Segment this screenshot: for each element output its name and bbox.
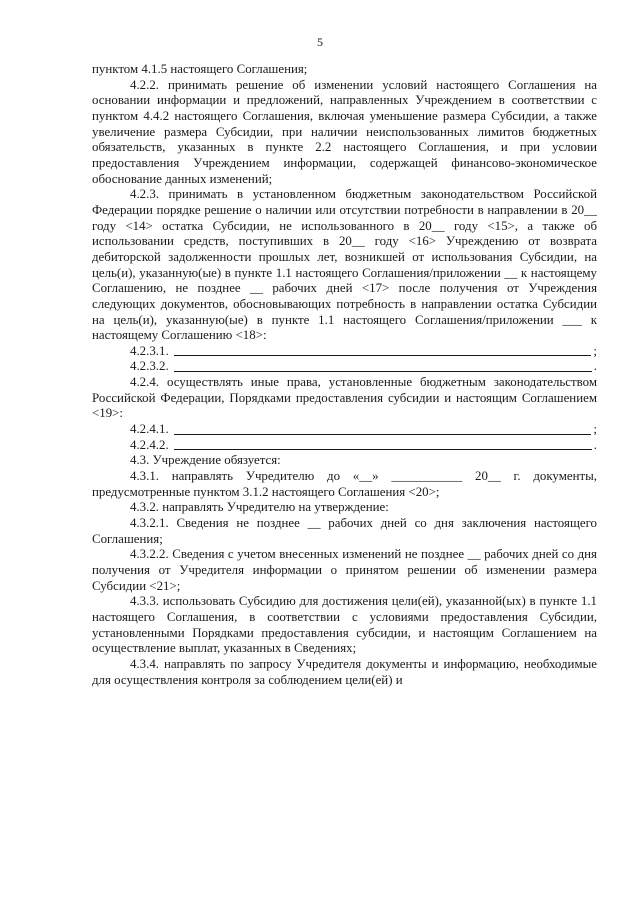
fill-label: 4.2.3.2. (130, 359, 172, 374)
document-body (92, 62, 597, 688)
blank-rule (174, 354, 592, 356)
fill-label: 4.2.3.1. (130, 343, 172, 358)
fill-end: . (593, 359, 597, 374)
clause-4-3-2-1: 4.3.2.1. Сведения не позднее __ рабочих дней со дня заключения настоящего Соглашения; (92, 516, 597, 546)
fill-label: 4.2.4.1. (130, 422, 172, 437)
blank-rule (174, 448, 592, 450)
clause-4-3-2: 4.3.2. направлять Учредителю на утверждение: (130, 500, 389, 515)
fill-line-4-2-4-1 (92, 422, 597, 438)
clause-4-3-2-2: 4.3.2.2. Сведения с учетом внесенных изменений не позднее __ рабочих дней со дня получения от Учредителя информации о принятом решении об изменении размера Субсидии <21>; (92, 547, 597, 593)
clause-4-3-4: 4.3.4. направлять по запросу Учредителя документы и информацию, необходимые для осуществления контроля за соблюдением цели(ей) и (92, 656, 597, 687)
clause-4-2-3: 4.2.3. принимать в установленном бюджетным законодательством Российской Федерации порядке решение о наличии или отсутствии потребности в направлении в 20__ году <14> остатка Субсидии, не использованного в 20__ году <15>, а также об использовании средств, поступивших в 20__ году <16> Учреждению от возврата дебиторской задолженности прошлых лет, возникшей от использования Субсидии, на цель(и), указанную(ые) в пункте 1.1 настоящего Соглашения/приложении __ к настоящему Соглашению, не позднее __ рабочих дней <17> после получения от Учреждения следующих документов, обосновывающих потребность в направлении остатка Субсидии на цель(и), указанную(ые) в пункте 1.1 настоящего Соглашения/приложении ___ к настоящему Соглашению <18>: (92, 187, 597, 343)
fill-end: . (593, 437, 597, 452)
fill-line-4-2-4-2 (92, 438, 597, 454)
clause-4-2-2: 4.2.2. принимать решение об изменении условий настоящего Соглашения на основании информации и предложений, направленных Учреждением в соответствии с пунктом 4.4.2 настоящего Соглашения, включая уменьшение размера Субсидии, а также увеличение размера Субсидии, при наличии неиспользованных лимитов бюджетных обязательств, указанных в пункте 2.2 настоящего Соглашения, и при условии предоставления Учреждением информации, содержащей финансово-экономическое обоснование данных изменений; (92, 77, 597, 186)
fill-end: ; (593, 343, 597, 358)
blank-rule (174, 370, 592, 372)
fill-line-4-2-3-2 (92, 359, 597, 375)
fill-line-4-2-3-1 (92, 344, 597, 360)
page-number: 5 (317, 35, 323, 49)
clause-4-3: 4.3. Учреждение обязуется: (130, 453, 281, 468)
clause-4-3-1: 4.3.1. направлять Учредителю до «__» ___________ 20__ г. документы, предусмотренные пунктом 3.1.2 настоящего Соглашения <20>; (92, 469, 597, 499)
fill-end: ; (593, 422, 597, 437)
blank-rule (174, 433, 592, 435)
fill-label: 4.2.4.2. (130, 437, 172, 452)
paragraph-continuation: пунктом 4.1.5 настоящего Соглашения; (92, 62, 308, 76)
clause-4-3-3: 4.3.3. использовать Субсидию для достижения цели(ей), указанной(ых) в пункте 1.1 настоящего Соглашения, в соответствии с условиями предоставления Субсидии, установленными Порядками предоставления субсидии, и настоящим Соглашением на осуществление выплат, указанных в Сведениях; (92, 594, 597, 656)
clause-4-2-4: 4.2.4. осуществлять иные права, установленные бюджетным законодательством Российской Федерации, Порядками предоставления субсидии и настоящим Соглашением <19>: (92, 375, 597, 421)
